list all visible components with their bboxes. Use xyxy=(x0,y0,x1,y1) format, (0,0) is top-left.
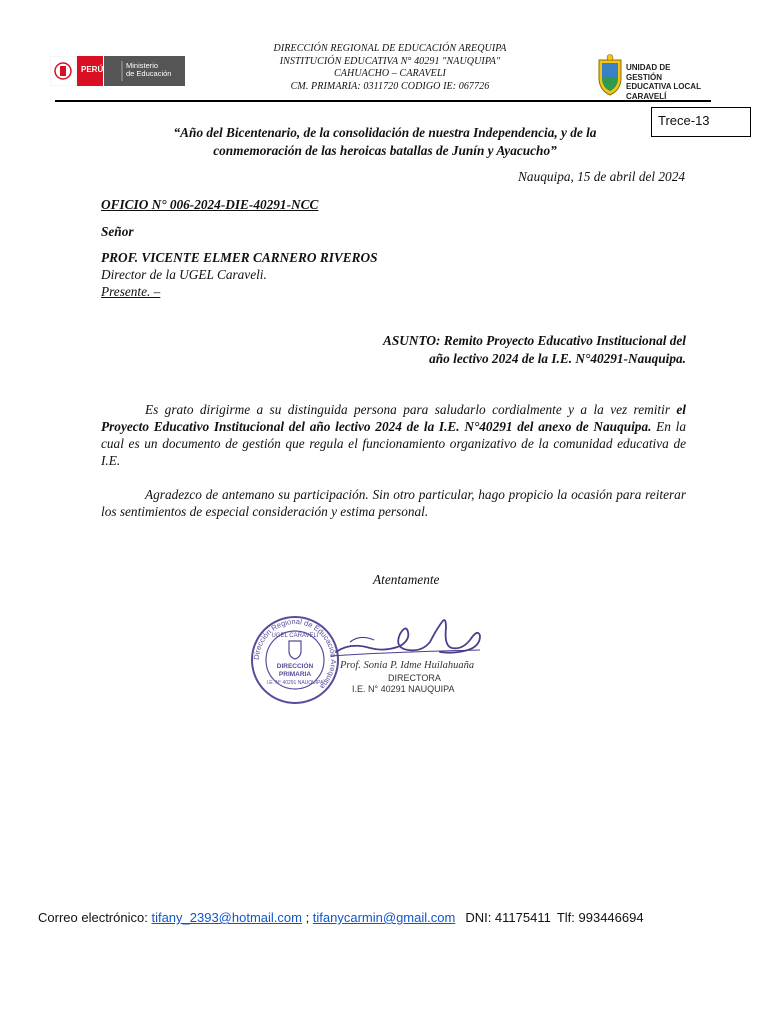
seal-ring-text: Dirección Regional de Educación Arequipa xyxy=(251,616,339,692)
ministry-label-1: Ministerio xyxy=(126,61,159,70)
header-divider xyxy=(55,100,711,102)
subject-block xyxy=(300,332,686,368)
document-tag-box: Trece-13 xyxy=(651,107,751,137)
signature-role: DIRECTORA xyxy=(388,673,441,683)
handwritten-signature xyxy=(330,612,500,664)
footer-contact xyxy=(38,910,644,925)
email-link-hotmail[interactable]: tifany_2393@hotmail.com xyxy=(151,910,302,925)
ugel-line-1: UNIDAD DE GESTIÓN xyxy=(626,63,671,82)
signature-name: Prof. Sonia P. Idme Huilahuaña xyxy=(340,660,475,671)
ugel-line-2: EDUCATIVA LOCAL xyxy=(626,82,701,91)
subject-line-2: año lectivo 2024 de la I.E. N°40291-Nauquipa. xyxy=(429,351,686,366)
subject-line-1: ASUNTO: Remito Proyecto Educativo Institucional del xyxy=(383,333,686,348)
recipient-name: PROF. VICENTE ELMER CARNERO RIVEROS xyxy=(101,250,378,265)
header-line-1: DIRECCIÓN REGIONAL DE EDUCACIÓN AREQUIPA xyxy=(273,43,507,54)
seal-inner-2: DIRECCIÓN xyxy=(276,663,314,670)
ugel-caraveli-logo xyxy=(596,54,706,101)
para1-bold: el Proyecto Educativo Institucional del año lectivo 2024 de la I.E. N°40291 del anexo de Nauquipa. xyxy=(101,402,686,434)
header-line-2: INSTITUCIÓN EDUCATIVA N° 40291 "NAUQUIPA" xyxy=(279,55,501,67)
phone-value: Tlf: 993446694 xyxy=(556,910,644,925)
ministerio-educacion-logo xyxy=(50,56,185,86)
ugel-line-3: CARAVELÍ xyxy=(626,91,667,101)
recipient-title: Director de la UGEL Caraveli. xyxy=(101,267,267,282)
seal-inner-3: PRIMARIA xyxy=(278,671,312,678)
body-paragraph-2 xyxy=(101,486,686,520)
salutation: Señor xyxy=(101,224,134,239)
closing: Atentamente xyxy=(373,572,440,587)
seal-inner-1: UGEL CARAVELI xyxy=(271,633,319,639)
body-paragraph-1 xyxy=(101,401,686,469)
para2-text: Agradezco de antemano su participación. Sin otro particular, hago propicio la ocasión para reiterar los sentimientos de especial consideración y estima personal. xyxy=(101,487,686,519)
letter-date: Nauquipa, 15 de abril del 2024 xyxy=(518,169,685,184)
ugel-shield-icon xyxy=(596,54,624,96)
dni-value: DNI: 41175411 xyxy=(465,910,551,925)
peru-label: PERÚ xyxy=(81,65,104,74)
email-label: Correo electrónico: xyxy=(38,910,152,925)
oficio-number: OFICIO N° 006-2024-DIE-40291-NCC xyxy=(101,197,319,212)
signature-institution: I.E. N° 40291 NAUQUIPA xyxy=(352,684,455,694)
official-seal xyxy=(250,615,340,705)
ministry-label-2: de Educación xyxy=(126,69,172,78)
email-link-gmail[interactable]: tifanycarmin@gmail.com xyxy=(312,910,456,925)
header-line-3: CAHUACHO – CARAVELI xyxy=(334,68,446,79)
email-separator: ; xyxy=(301,910,313,925)
seal-emblem-icon xyxy=(250,615,340,705)
seal-inner-4: I.E. N° 40291 NAUQUIPA xyxy=(266,680,324,686)
presente-line: Presente. – xyxy=(101,284,161,299)
motto-line-2: conmemoración de las heroicas batallas de Junín y Ayacucho” xyxy=(213,143,557,158)
year-motto xyxy=(120,124,650,160)
motto-line-1: “Año del Bicentenario, de la consolidación de nuestra Independencia, y de la xyxy=(173,125,597,140)
letterhead xyxy=(230,43,550,93)
para1-text-b: En la cual es un documento de gestión que regula el funcionamiento organizativo de la comunidad educativa de I.E. xyxy=(101,419,686,468)
header-line-4: CM. PRIMARIA: 0311720 CODIGO IE: 067726 xyxy=(290,80,490,92)
para1-text-a: Es grato dirigirme a su distinguida persona para saludarlo cordialmente y a la vez remitir xyxy=(145,402,677,417)
